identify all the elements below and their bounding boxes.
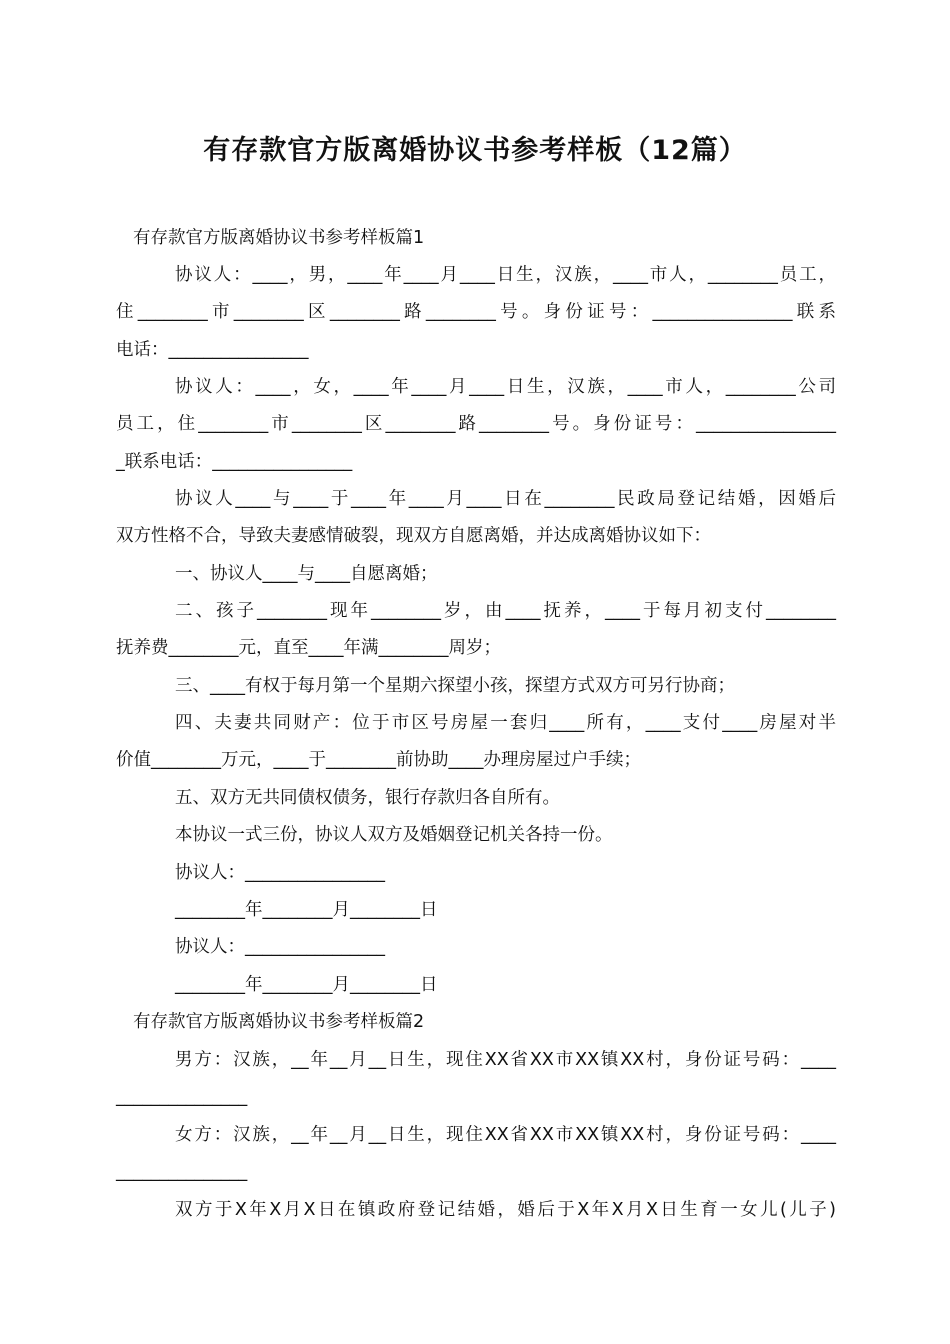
paragraph-line: _______________: [116, 1162, 248, 1182]
paragraph-line: 抚养费________元，直至____年满________周岁；: [116, 638, 501, 658]
section-heading-1: 有存款官方版离婚协议书参考样板篇1: [133, 228, 425, 248]
paragraph-line: 电话：________________: [116, 340, 309, 360]
paragraph-line: 协议人____与____于____年____月____日在________民政局登记结婚，因婚后: [175, 489, 836, 509]
clause-1: 一、协议人____与____自愿离婚；: [175, 564, 438, 584]
date-line: ________年________月________日: [175, 975, 438, 995]
section-heading-2: 有存款官方版离婚协议书参考样板篇2: [133, 1012, 425, 1032]
clause-4: 四、夫妻共同财产：位于市区号房屋一套归____所有，____支付____房屋对半: [175, 713, 836, 733]
clause-3: 三、____有权于每月第一个星期六探望小孩，探望方式双方可另行协商；: [175, 676, 735, 696]
paragraph-line: 双方性格不合，导致夫妻感情破裂，现双方自愿离婚，并达成离婚协议如下：: [116, 526, 711, 546]
document-title: 有存款官方版离婚协议书参考样板（12篇）: [203, 135, 747, 166]
paragraph-line: 员工，住________市________区________路________号。身份证号：________________: [116, 414, 836, 434]
clause-2: 二、孩子________现年________岁，由____抚养，____于每月初支付________: [175, 601, 836, 621]
paragraph-line: 价值________万元，____于________前协助____办理房屋过户手续；: [116, 750, 641, 770]
paragraph-line: 本协议一式三份，协议人双方及婚姻登记机关各持一份。: [175, 825, 613, 845]
signature-line: 协议人：________________: [175, 863, 385, 883]
paragraph-line: 男方：汉族，__年__月__日生，现住XX省XX市XX镇XX村，身份证号码：____: [175, 1050, 836, 1070]
paragraph-line: 住________市________区________路________号。身份证号：________________联系: [116, 302, 836, 322]
paragraph-line: 协议人：____，女，____年____月____日生，汉族，____市人，________公司: [175, 377, 836, 397]
paragraph-line: 双方于X年X月X日在镇政府登记结婚，婚后于X年X月X日生育一女儿(儿子): [175, 1200, 836, 1220]
clause-5: 五、双方无共同债权债务，银行存款归各自所有。: [175, 788, 560, 808]
signature-line: 协议人：________________: [175, 937, 385, 957]
paragraph-line: 女方：汉族，__年__月__日生，现住XX省XX市XX镇XX村，身份证号码：____: [175, 1125, 836, 1145]
paragraph-line: 协议人：____，男，____年____月____日生，汉族，____市人，________员工，: [175, 265, 836, 285]
date-line: ________年________月________日: [175, 900, 438, 920]
paragraph-line: _联系电话：________________: [116, 452, 353, 472]
paragraph-line: _______________: [116, 1087, 248, 1107]
